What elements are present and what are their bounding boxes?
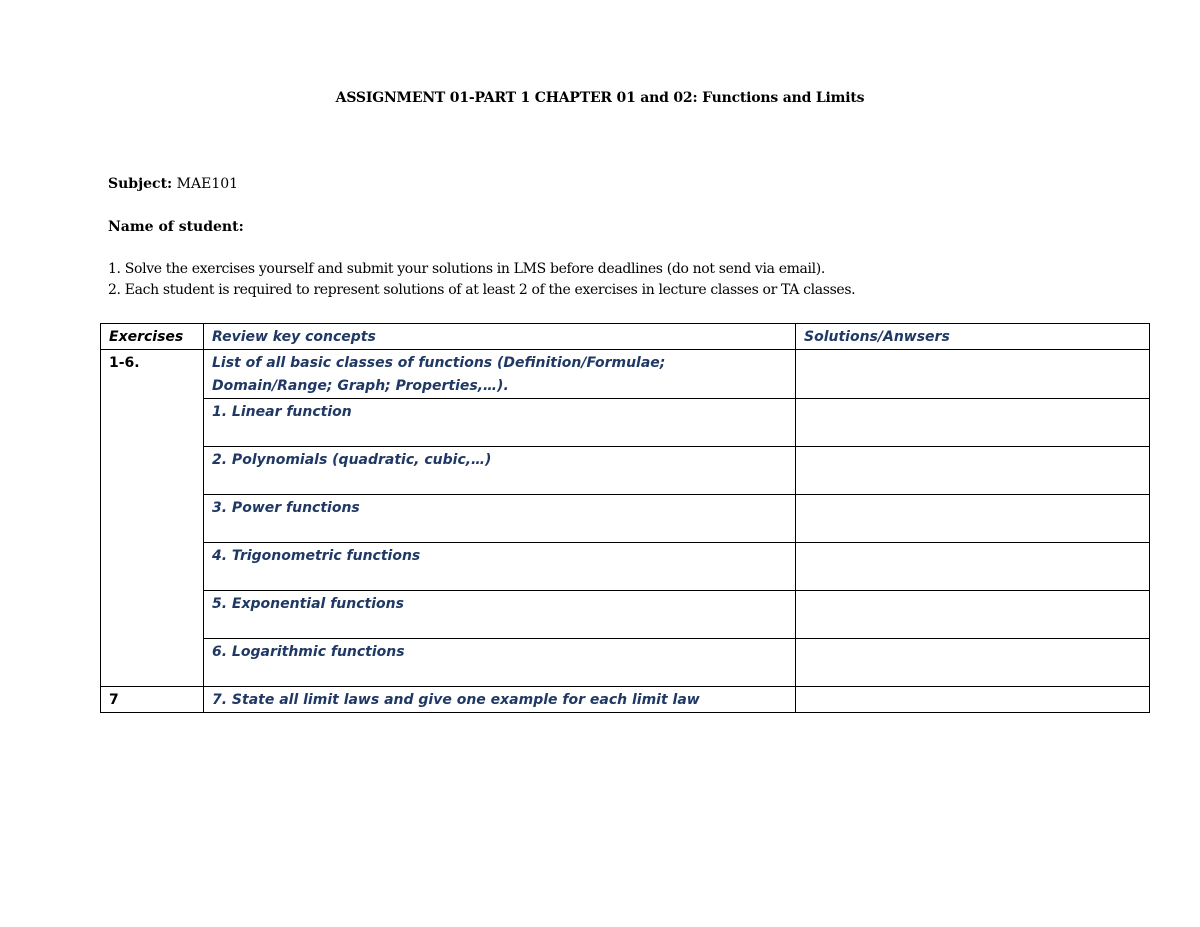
concept-cell: 5. Exponential functions xyxy=(204,591,796,639)
concept-cell: 4. Trigonometric functions xyxy=(204,543,796,591)
solution-cell[interactable] xyxy=(796,399,1150,447)
header-review-key-concepts: Review key concepts xyxy=(204,324,796,350)
table-row xyxy=(101,495,1150,543)
table-row xyxy=(101,639,1150,687)
concept-cell: 3. Power functions xyxy=(204,495,796,543)
subject-label: Subject: xyxy=(108,176,173,192)
student-name-label: Name of student: xyxy=(108,219,244,235)
solution-cell[interactable] xyxy=(796,591,1150,639)
solution-cell[interactable] xyxy=(796,639,1150,687)
header-solutions: Solutions/Anwsers xyxy=(796,324,1150,350)
concept-cell: 6. Logarithmic functions xyxy=(204,639,796,687)
table-row xyxy=(101,447,1150,495)
solution-cell[interactable] xyxy=(796,543,1150,591)
table-row xyxy=(101,350,1150,399)
table-row xyxy=(101,687,1150,713)
subject-line xyxy=(108,176,238,192)
table-row xyxy=(101,399,1150,447)
document-title: ASSIGNMENT 01-PART 1 CHAPTER 01 and 02: Functions and Limits xyxy=(335,90,865,106)
subject-value: MAE101 xyxy=(176,176,239,192)
exercise-number-7: 7 xyxy=(101,687,204,713)
solution-cell[interactable] xyxy=(796,447,1150,495)
exercise-number-1-6: 1-6. xyxy=(101,350,204,687)
table-header-row xyxy=(101,324,1150,350)
table-row xyxy=(101,591,1150,639)
table-row xyxy=(101,543,1150,591)
concept-cell: 2. Polynomials (quadratic, cubic,…) xyxy=(204,447,796,495)
solution-cell[interactable] xyxy=(796,687,1150,713)
solution-cell[interactable] xyxy=(796,350,1150,399)
instruction-1: 1. Solve the exercises yourself and submit your solutions in LMS before deadlines (do not send via email). xyxy=(108,261,826,277)
instruction-2: 2. Each student is required to represent solutions of at least 2 of the exercises in lecture classes or TA classes. xyxy=(108,282,856,298)
exercises-table xyxy=(100,323,1150,713)
solution-cell[interactable] xyxy=(796,495,1150,543)
header-exercises: Exercises xyxy=(101,324,204,350)
concept-cell: 7. State all limit laws and give one example for each limit law xyxy=(204,687,796,713)
student-name-line xyxy=(108,219,244,235)
concept-cell: List of all basic classes of functions (Definition/Formulae; Domain/Range; Graph; Properties,…). xyxy=(204,350,796,399)
concept-cell: 1. Linear function xyxy=(204,399,796,447)
